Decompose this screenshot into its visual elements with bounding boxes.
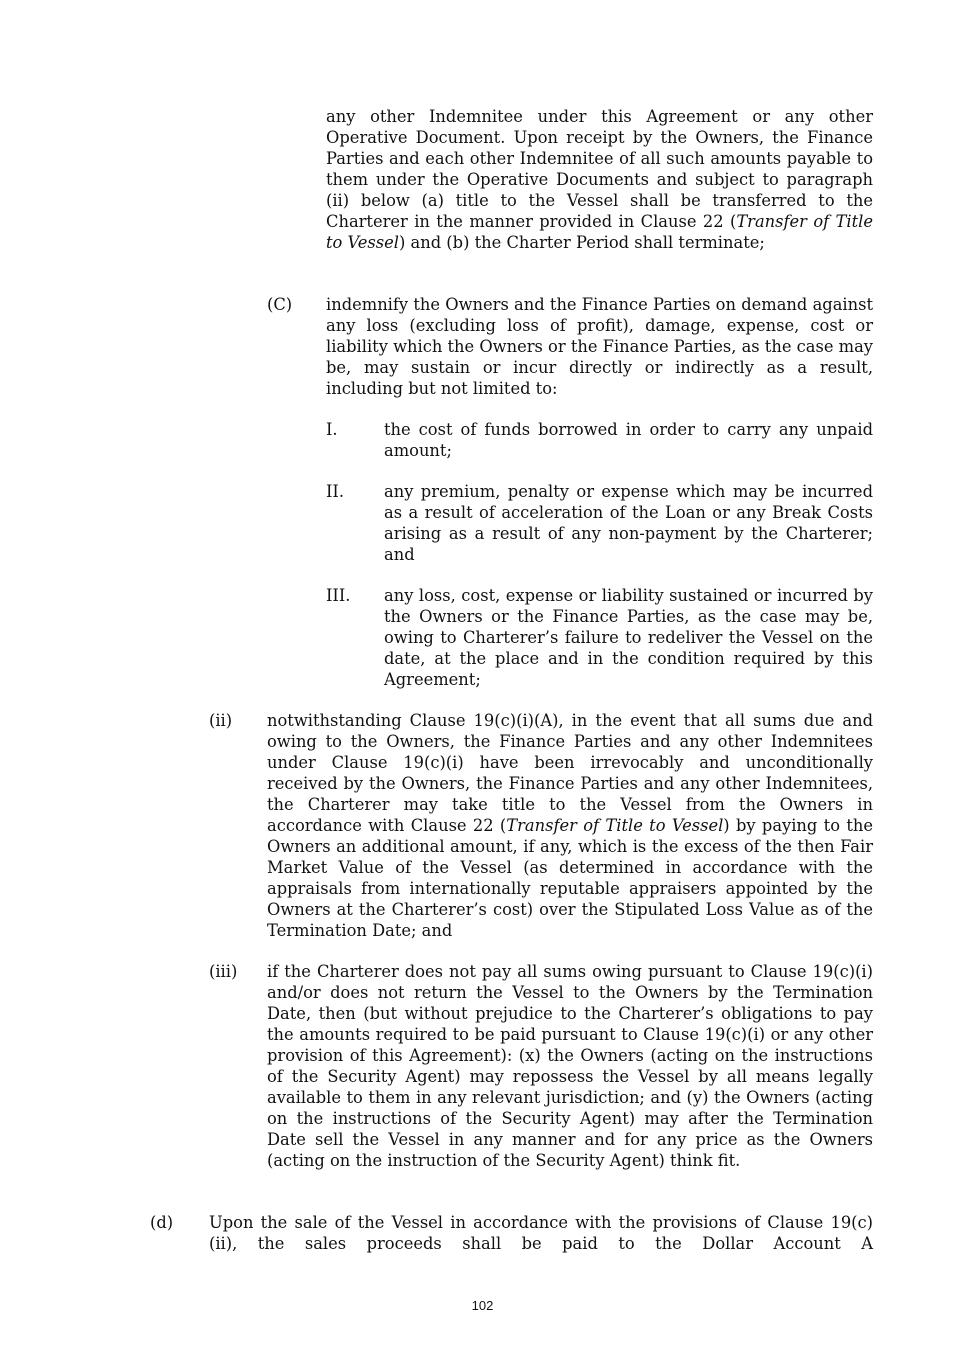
- item-label-ii: (ii): [209, 711, 233, 730]
- italic-clause-title: Transfer of Title to Vessel: [506, 816, 724, 835]
- item-text-c: indemnify the Owners and the Finance Parties on demand against any loss (excluding loss of profit), damage, expense, cost or liability which the Owners or the Finance Parties, as the case may be, may sustain or incur directly or indirectly as a result, including but not limited to:: [326, 295, 873, 398]
- item-text-iii: if the Charterer does not pay all sums owing pursuant to Clause 19(c)(i) and/or does not return the Vessel to the Owners by the Termination Date, then (but without prejudice to the Charterer’s obligations to pay the amounts required to be paid pursuant to Clause 19(c)(i) or any other provision of this Agreement): (x) the Owners (acting on the instructions of the Security Agent) may repossess the Vessel by all means legally available to them in any relevant jurisdiction; and (y) the Owners (acting on the instructions of the Security Agent) may after the Termination Date sell the Vessel in any manner and for any price as the Owners (acting on the instruction of the Security Agent) think fit.: [267, 962, 873, 1170]
- sub-item-text: the cost of funds borrowed in order to carry any unpaid amount;: [384, 420, 873, 460]
- continuation-paragraph: any other Indemnitee under this Agreement or any other Operative Document. Upon receipt by the Owners, the Finance Parties and each other Indemnitee of all such amounts payable to them under the Operative Documents and subject to paragraph (ii) below (a) title to the Vessel shall be transferred to the Charterer in the manner provided in Clause 22 (Transfer of Title to Vessel) and (b) the Charter Period shall terminate;: [326, 107, 874, 252]
- sub-item-label: II.: [326, 482, 345, 501]
- item-text-ii: notwithstanding Clause 19(c)(i)(A), in the event that all sums due and owing to the Owners, the Finance Parties and any other Indemnitees under Clause 19(c)(i) have been irrevocably and unconditionally received by the Owners, the Finance Parties and any other Indemnitees, the Charterer may take title to the Vessel from the Owners in accordance with Clause 22 (Transfer of Title to Vessel) by paying to the Owners an additional amount, if any, which is the excess of the then Fair Market Value of the Vessel (as determined in accordance with the appraisals from internationally reputable appraisers appointed by the Owners at the Charterer’s cost) over the Stipulated Loss Value as of the Termination Date; and: [267, 711, 873, 940]
- item-label-c: (C): [267, 295, 293, 314]
- item-label-iii: (iii): [209, 962, 238, 981]
- item-label-d: (d): [150, 1213, 174, 1232]
- sub-item-text: any loss, cost, expense or liability sustained or incurred by the Owners or the Finance Parties, as the case may be, owing to Charterer’s failure to redeliver the Vessel on the date, at the place and in the condition required by this Agreement;: [384, 586, 873, 689]
- sub-item-label: III.: [326, 586, 351, 605]
- italic-clause-title: Transfer of Title to Vessel: [326, 212, 874, 252]
- sub-item-label: I.: [326, 420, 338, 439]
- item-text-d: Upon the sale of the Vessel in accordance with the provisions of Clause 19(c)(ii), the sales proceeds shall be paid to the Dollar Account A: [209, 1213, 873, 1253]
- page-number: 102: [471, 1298, 494, 1313]
- sub-item-text: any premium, penalty or expense which may be incurred as a result of acceleration of the Loan or any Break Costs arising as a result of any non-payment by the Charterer; and: [384, 482, 873, 564]
